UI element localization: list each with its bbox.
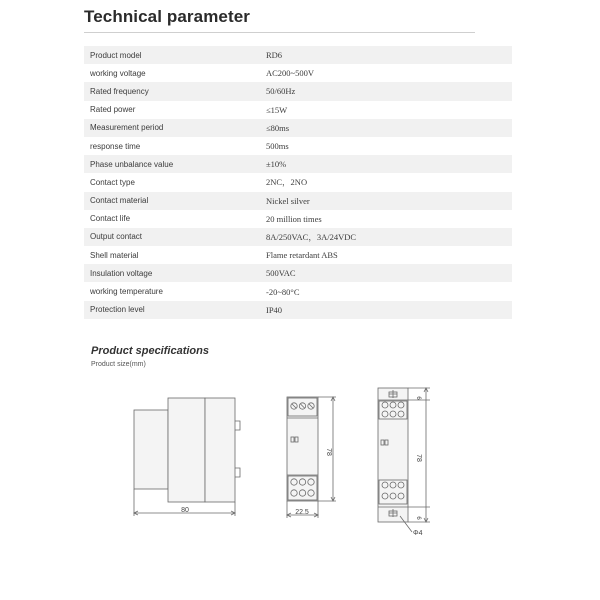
- specifications-title: Product specifications: [91, 345, 209, 357]
- parameter-label: Product model: [84, 46, 266, 64]
- front-height-label: 78: [325, 448, 332, 456]
- parameter-label: Protection level: [84, 301, 266, 319]
- parameter-value: ≤80ms: [266, 119, 512, 137]
- parameter-label: Rated power: [90, 105, 136, 115]
- hole-diameter-label: Φ4: [413, 530, 423, 537]
- parameter-label: Shell material: [90, 250, 139, 260]
- parameter-value: 500ms: [266, 141, 289, 152]
- parameter-label: working voltage: [90, 68, 146, 78]
- parameter-value: Flame retardant ABS: [266, 250, 338, 261]
- parameter-label: Contact life: [90, 214, 131, 224]
- back-height-label: 78: [415, 454, 422, 462]
- parameter-value: 500VAC: [266, 264, 512, 282]
- parameter-label: Insulation voltage: [84, 264, 266, 282]
- side-view-drawing: [134, 398, 240, 516]
- parameter-value: Nickel silver: [266, 192, 512, 210]
- parameter-label: Output contact: [84, 228, 266, 246]
- parameter-value: ±10%: [266, 155, 512, 173]
- page-title: Technical parameter: [84, 7, 250, 26]
- parameter-label: Measurement period: [84, 119, 266, 137]
- parameter-label: Contact material: [84, 192, 266, 210]
- parameter-value: RD6: [266, 46, 512, 64]
- parameter-value: AC200~500V: [266, 68, 315, 79]
- parameter-value: 2NC，2NO: [266, 177, 308, 188]
- side-width-label: 80: [181, 507, 189, 514]
- parameter-value: -20~80°C: [266, 286, 300, 297]
- parameter-value: IP40: [266, 301, 512, 319]
- parameter-value: ≤15W: [266, 104, 288, 115]
- parameter-label: working temperature: [90, 287, 163, 297]
- parameter-label: Phase unbalance value: [84, 155, 266, 173]
- product-size-label: Product size(mm): [91, 361, 146, 368]
- front-view-drawing: [287, 397, 336, 518]
- parameter-label: response time: [90, 141, 141, 151]
- parameter-label: Contact type: [90, 177, 135, 187]
- back-bottom-gap-label: 6: [415, 516, 421, 520]
- parameter-value: 20 million times: [266, 213, 322, 224]
- parameter-value: 50/60Hz: [266, 82, 512, 100]
- front-width-label: 22.5: [295, 509, 309, 516]
- parameter-label: Rated frequency: [84, 82, 266, 100]
- parameter-value: 8A/250VAC，3A/24VDC: [266, 228, 512, 246]
- back-top-gap-label: 6: [415, 396, 421, 400]
